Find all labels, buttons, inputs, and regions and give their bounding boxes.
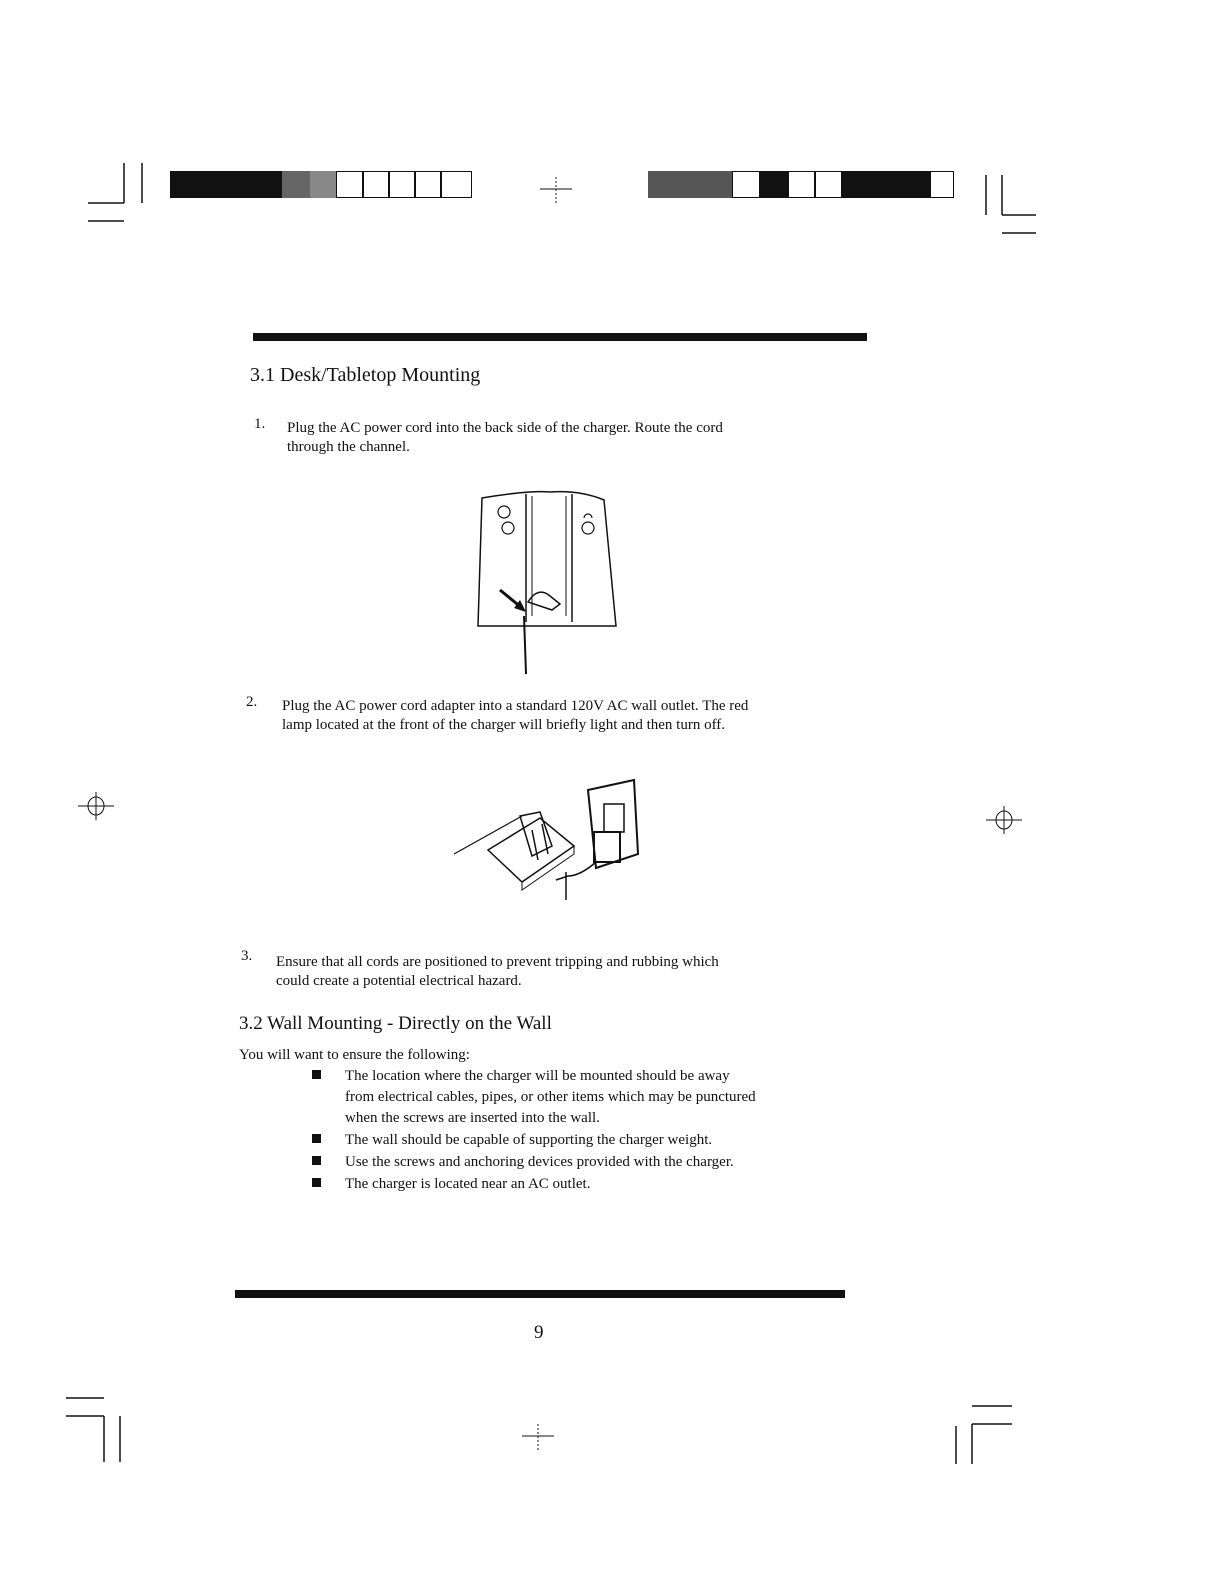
bullet-marker [312,1156,321,1165]
wall-outlet-illustration [448,776,648,896]
bullet-marker [312,1178,321,1187]
bottom-left-crop-mark [62,1390,142,1470]
top-rule [253,333,867,341]
bottom-rule [235,1290,845,1298]
top-left-crop-mark [80,155,160,225]
bullet-item-3: Use the screws and anchoring devices provided with the charger. [345,1154,734,1170]
bullet-item-1: The location where the charger will be mounted should be away from electrical cables, pipes, or other items which may be punctured when the screws are inserted into the wall. [345,1068,756,1126]
step-2-number: 2. [246,694,258,710]
registration-target-right [984,802,1024,838]
bottom-right-crop-mark [950,1400,1030,1470]
charger-back-illustration [470,488,630,680]
registration-target-top [538,175,574,205]
top-right-crop-mark [978,173,1048,243]
step-2-text: Plug the AC power cord adapter into a standard 120V AC wall outlet. The red lamp located at the front of the charger will briefly light and then turn off. [282,698,749,733]
bullet-item-4: The charger is located near an AC outlet. [345,1176,591,1192]
step-3-text: Ensure that all cords are positioned to prevent tripping and rubbing which could create a potential electrical hazard. [276,954,719,989]
bullet-item-2: The wall should be capable of supporting the charger weight. [345,1132,713,1148]
section-3-2-heading: 3.2 Wall Mounting - Directly on the Wall [239,1013,552,1034]
section-3-2-intro: You will want to ensure the following: [239,1047,470,1063]
bullet-marker [312,1134,321,1143]
registration-target-left [76,788,116,824]
step-1-number: 1. [254,416,266,432]
step-1-text: Plug the AC power cord into the back side of the charger. Route the cord through the channel. [287,420,723,455]
registration-target-bottom [520,1422,556,1452]
bullet-marker [312,1070,321,1079]
section-3-1-heading: 3.1 Desk/Tabletop Mounting [250,364,481,386]
step-3-number: 3. [241,948,253,964]
page-number: 9 [534,1322,544,1343]
